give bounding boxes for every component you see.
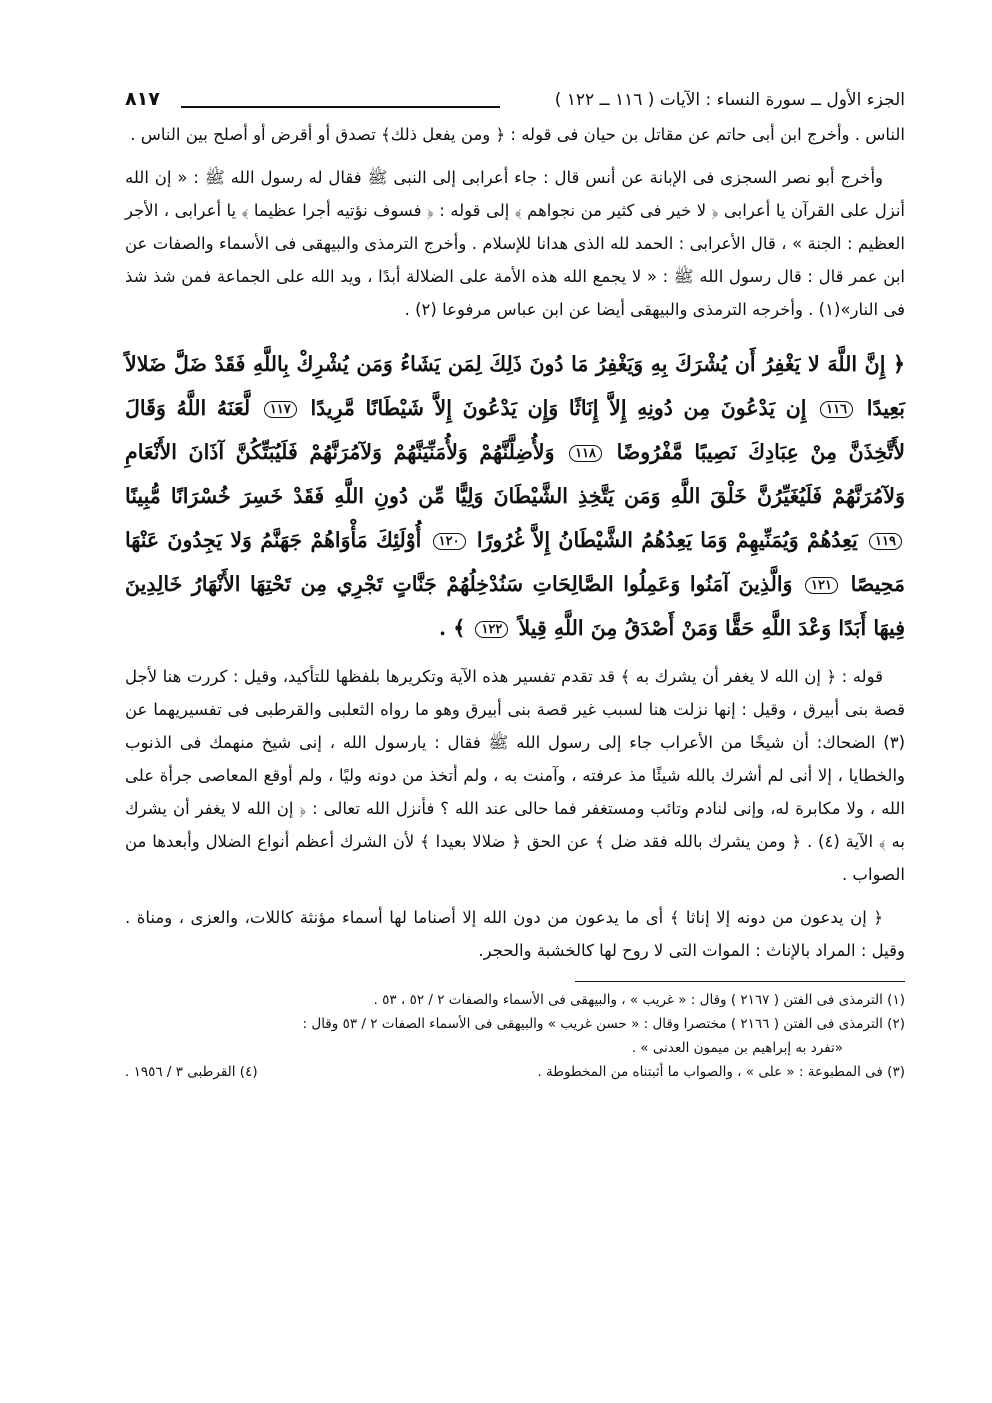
footnote-2: (٢) الترمذى فى الفتن ( ٢١٦٦ ) مختصرا وقال : « حسن غريب » والبيهقى فى الأسماء الصفات ٢ / ٥٣ وقال : — [302, 1016, 905, 1032]
quran-verses — [125, 342, 905, 650]
ayah-number-116: ١١٦ — [820, 401, 853, 418]
footnote-row-3-4 — [125, 1060, 905, 1084]
paragraph-2: وأخرج أبو نصر السجزى فى الإبانة عن أنس قال : جاء أعرابى إلى النبى ﷺ فقال له رسول الله ﷺ : « إن الله أنزل على القرآن يا أعرابى ﴿ لا خير فى كثير من نجواهم ﴾ إلى قوله : ﴿ فسوف نؤتيه أجرا عظيما ﴾ يا أعرابى ، الأجر العظيم : الجنة » ، قال الأعرابى : الحمد لله الذى هدانا للإسلام . وأخرج الترمذى والبيهقى فى الأسماء والصفات عن ابن عمر قال : قال رسول الله ﷺ : « لا يجمع الله هذه الأمة على الضلالة أبدًا ، ويد الله على الجماعة فمن شذ شذ فى النار»(١) . وأخرجه الترمذى والبيهقى أيضا عن ابن عباس مرفوعا (٢) . — [125, 168, 905, 319]
running-header — [125, 84, 905, 118]
footnote-4: (٤) القرطبى ٣ / ١٩٥٦ . — [125, 1064, 258, 1080]
verse-117: إِن يَدْعُونَ مِن دُونِهِ إِلاَّ إِنَاثًا وَإِن يَدْعُونَ إِلاَّ شَيْطَانًا مَّرِيدًا — [310, 396, 807, 420]
verse-116: ﴿ إِنَّ اللَّهَ لا يَغْفِرُ أَن يُشْرَكَ بِهِ وَيَغْفِرُ مَا دُونَ ذَلِكَ لِمَن يَشَاءُ وَمَن يُشْرِكْ بِاللَّهِ فَقَدْ ضَلَّ ضَلالاً بَعِيدًا — [125, 352, 906, 420]
ayah-number-120: ١٢٠ — [433, 533, 466, 550]
footnote-rule — [575, 981, 905, 982]
footnote-2-continuation: «تفرد به إبراهيم بن ميمون العدنى » . — [631, 1040, 843, 1056]
verse-120: يَعِدُهُمْ وَيُمَنِّيهِمْ وَمَا يَعِدُهُمُ الشَّيْطَانُ إِلاَّ غُرُورًا — [476, 528, 858, 552]
ayah-number-122: ١٢٢ — [475, 621, 508, 638]
page-number: ٨١٧ — [125, 88, 160, 110]
header-rule — [181, 106, 500, 108]
paragraph-3: قوله : ﴿ إن الله لا يغفر أن يشرك به ﴾ قد تقدم تفسير هذه الآية وتكريرها بلفظها للتأكيد، وقيل : كررت هنا لأجل قصة بنى أبيرق ، وقيل : إنها نزلت هنا لسبب غير قصة بنى أبيرق وهو ما رواه الثعلبى والقرطبى فى تفسيريهما عن (٣) الضحاك: أن شيخًا من الأعراب جاء إلى رسول الله ﷺ فقال : يارسول الله ، إنى شيخ منهمك فى الذنوب والخطايا ، إلا أنى لم أشرك بالله شيئًا مذ عرفته ، وآمنت به ، ولم أتخذ من دونه وليًا ، ولم أوقع المعاصى جرأة على الله ، ولا مكابرة له، وإنى لنادم وتائب ومستغفر فما حالى عند الله ؟ فأنزل الله تعالى : ﴿ إن الله لا يغفر أن يشرك به ﴾ الآية (٤) . ﴿ ومن يشرك بالله فقد ضل ﴾ عن الحق ﴿ ضلالا بعيدا ﴾ لأن الشرك أعظم أنواع الضلال وأبعدها من الصواب . — [125, 667, 905, 884]
ayah-number-118: ١١٨ — [569, 445, 602, 462]
ayah-number-117: ١١٧ — [264, 401, 297, 418]
ayah-number-119: ١١٩ — [869, 533, 902, 550]
verse-121: أُوْلَئِكَ مَأْوَاهُمْ جَهَنَّمُ وَلا يَجِدُونَ عَنْهَا مَحِيصًا — [125, 528, 906, 596]
verse-122: وَالَّذِينَ آمَنُوا وَعَمِلُوا الصَّالِحَاتِ سَنُدْخِلُهُمْ جَنَّاتٍ تَجْرِي مِن تَحْتِهَا الأَنْهَارُ خَالِدِينَ فِيهَا أَبَدًا وَعْدَ اللَّهِ حَقًّا وَمَنْ أَصْدَقُ مِنَ اللَّهِ قِيلاً — [125, 572, 905, 640]
header-title: الجزء الأول ــ سورة النساء : الآيات ( ١١٦ ــ ١٢٢ ) — [554, 90, 905, 110]
document-page — [125, 84, 905, 1084]
paragraph-1: الناس . وأخرج ابن أبى حاتم عن مقاتل بن حيان فى قوله : ﴿ ومن يفعل ذلك﴾ تصدق أو أقرض أو أصلح بين الناس . — [130, 125, 905, 144]
verse-119: وَلأُضِلَّنَّهُمْ وَلأُمَنِّيَنَّهُمْ وَلآمُرَنَّهُمْ فَلَيُبَتِّكُنَّ آذَانَ الأَنْعَامِ وَلآمُرَنَّهُمْ فَلَيُغَيِّرُنَّ خَلْقَ اللَّهِ وَمَن يَتَّخِذِ الشَّيْطَانَ وَلِيًّا مِّن دُونِ اللَّهِ فَقَدْ خَسِرَ خُسْرَانًا مُّبِينًا — [125, 440, 905, 508]
footnote-1: (١) الترمذى فى الفتن ( ٢١٦٧ ) وقال : « غريب » ، والبيهقى فى الأسماء والصفات ٢ / ٥٢ ، ٥٣ . — [373, 992, 905, 1008]
verse-118: لَّعَنَهُ اللَّهُ وَقَالَ لأَتَّخِذَنَّ مِنْ عِبَادِكَ نَصِيبًا مَّفْرُوضًا — [125, 396, 906, 464]
footnote-3: (٣) فى المطبوعة : « على » ، والصواب ما أثبتناه من المخطوطة . — [537, 1064, 905, 1080]
footnotes — [125, 988, 905, 1084]
verse-end-bracket: ﴾ . — [439, 616, 466, 640]
ayah-number-121: ١٢١ — [805, 577, 838, 594]
paragraph-4: ﴿ إن يدعون من دونه إلا إناثا ﴾ أى ما يدعون من دون الله إلا أصناما لها أسماء مؤنثة كاللات، والعزى ، ومناة . وقيل : المراد بالإناث : الموات التى لا روح لها كالخشبة والحجر. — [125, 908, 905, 960]
